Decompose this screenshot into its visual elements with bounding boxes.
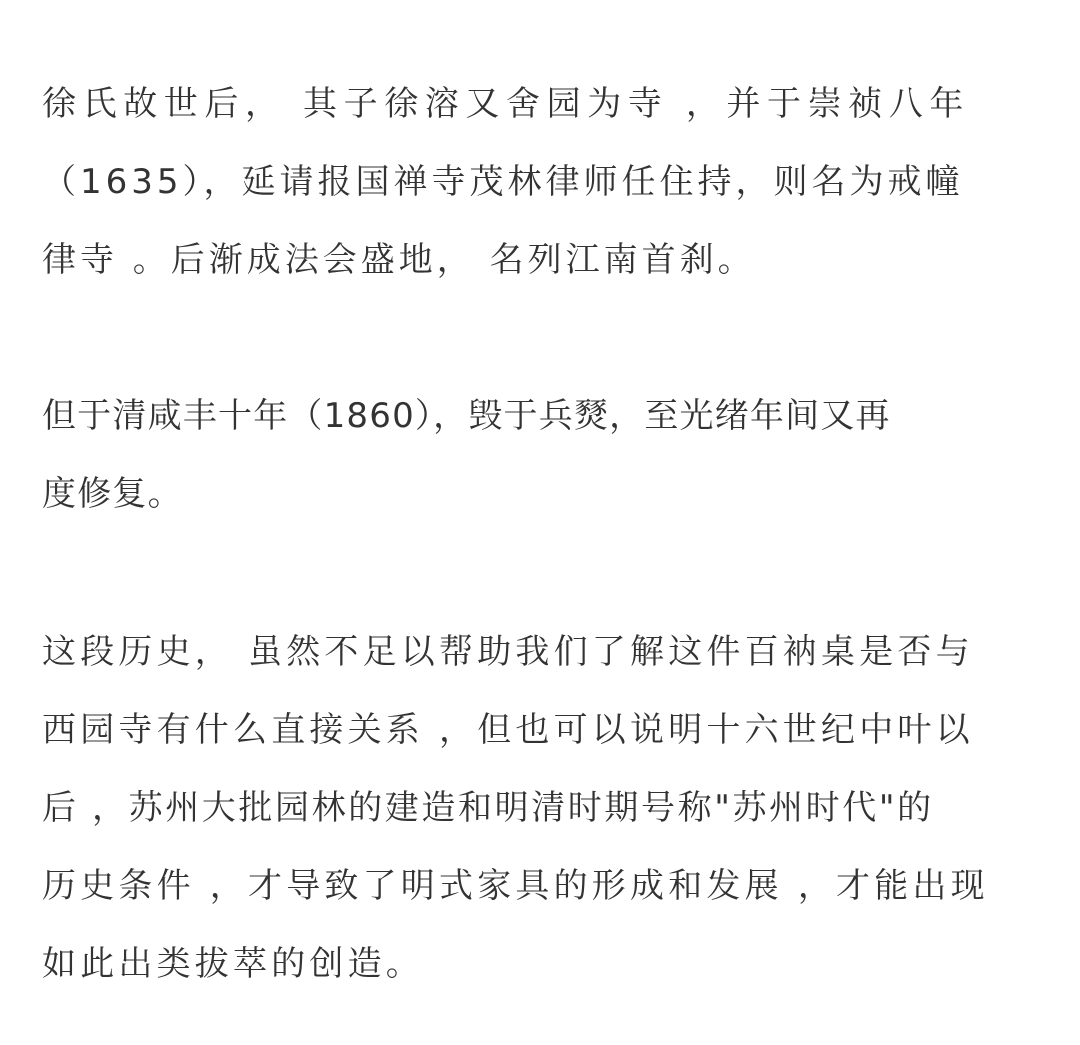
paragraph-line: 如此出类拔萃的创造。 bbox=[42, 944, 424, 984]
paragraph-line: 历史条件 ，才导致了明式家具的形成和发展 ，才能出现 bbox=[42, 866, 989, 906]
paragraph-line: 这段历史， 虽然不足以帮助我们了解这件百衲桌是否与 bbox=[42, 632, 974, 672]
paragraph-line: 后 ，苏州大批园林的建造和明清时期号称"苏州时代"的 bbox=[42, 788, 934, 828]
paragraph-line: 西园寺有什么直接关系 ，但也可以说明十六世纪中叶以 bbox=[42, 710, 974, 750]
paragraph-line: 但于清咸丰十年（1860），毁于兵燹，至光绪年间又再 bbox=[42, 396, 891, 436]
paragraph-line: 律寺 。后渐成法会盛地， 名列江南首刹。 bbox=[42, 240, 756, 280]
paragraph-line: 徐氏故世后， 其子徐溶又舍园为寺 ，并于崇祯八年 bbox=[42, 84, 971, 124]
paragraph-line: （1635），延请报国禅寺茂林律师任住持，则名为戒幢 bbox=[42, 162, 964, 202]
paragraph-line: 度修复。 bbox=[42, 474, 183, 514]
